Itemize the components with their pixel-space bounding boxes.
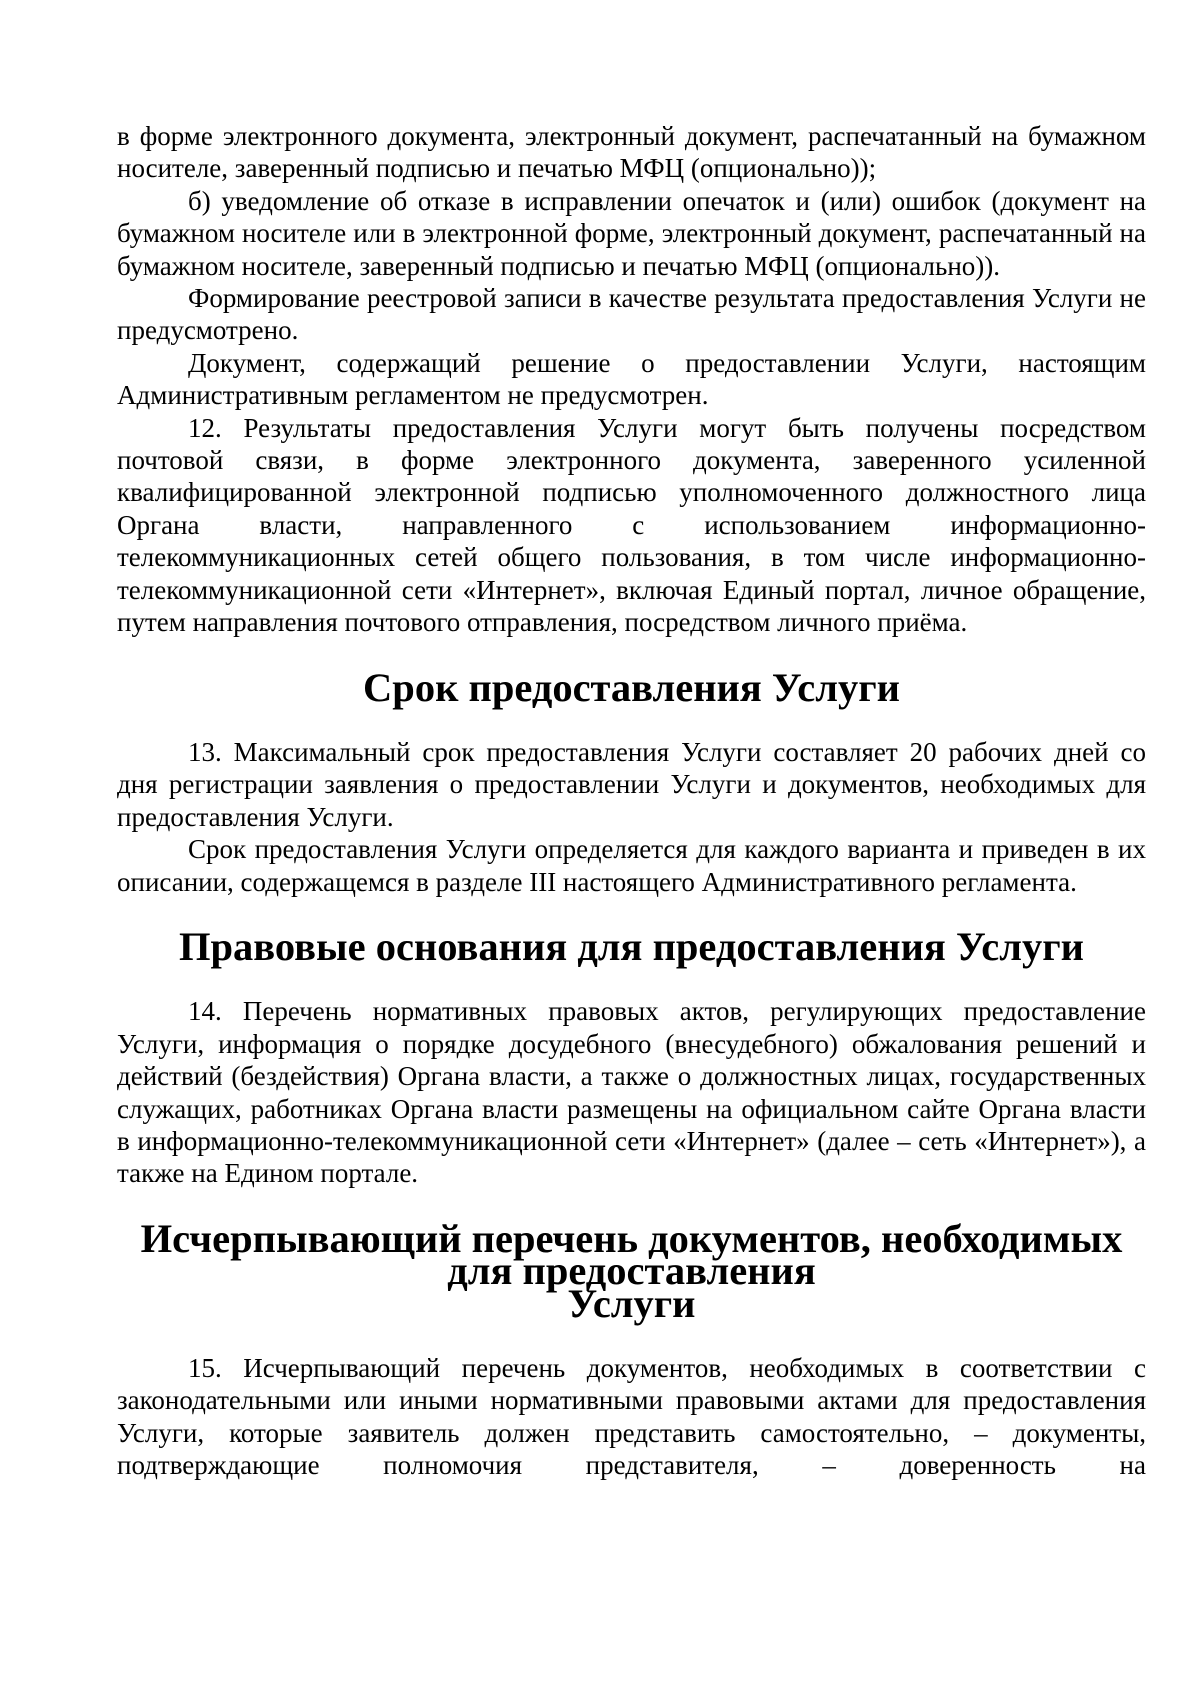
heading-documents-line-1: Исчерпывающий перечень документов, необходимых для предоставления <box>140 1215 1123 1294</box>
paragraph-term-variants: Срок предоставления Услуги определяется для каждого варианта и приведен в их описании, содержащемся в разделе III настоящего Административного регламента. <box>117 834 1146 897</box>
heading-legal-basis: Правовые основания для предоставления Услуги <box>178 923 1084 969</box>
paragraph-item-b: б) уведомление об отказе в исправлении опечаток и (или) ошибок (документ на бумажном носителе или в электронной форме, электронный документ, распечатанный на бумажном носителе, заверенный подписью и печатью МФЦ (опционально)). <box>117 185 1146 281</box>
heading-documents-line-2: Услуги <box>567 1280 696 1326</box>
heading-term: Срок предоставления Услуги <box>363 664 900 710</box>
paragraph-registry-record: Формирование реестровой записи в качестве результата предоставления Услуги не предусмотрено. <box>117 283 1146 346</box>
paragraph-13: 13. Максимальный срок предоставления Услуги составляет 20 рабочих дней со дня регистрации заявления о предоставлении Услуги и документов, необходимых для предоставления Услуги. <box>117 736 1146 832</box>
paragraph-decision-document: Документ, содержащий решение о предоставлении Услуги, настоящим Административным регламентом не предусмотрен. <box>117 347 1146 411</box>
heading-documents-list <box>117 1215 1146 1326</box>
paragraph-15: 15. Исчерпывающий перечень документов, необходимых в соответствии с законодательными или иными нормативными правовыми актами для предоставления Услуги, которые заявитель должен представить самостоятельно, – документы, подтверждающие полномочия представителя, – доверенность на <box>117 1353 1146 1481</box>
paragraph-continuation: в форме электронного документа, электронный документ, распечатанный на бумажном носителе, заверенный подписью и печатью МФЦ (опционально)); <box>117 121 1146 184</box>
document-body <box>117 120 1146 1482</box>
paragraph-12: 12. Результаты предоставления Услуги могут быть получены посредством почтовой связи, в форме электронного документа, заверенного усиленной квалифицированной электронной подписью уполномоченного должностного лица Органа власти, направленного с использованием информационно-телекоммуникационных сетей общего пользования, в том числе информационно-телекоммуникационной сети «Интернет», включая Единый портал, личное обращение, путем направления почтового отправления, посредством личного приёма. <box>117 412 1146 638</box>
paragraph-14: 14. Перечень нормативных правовых актов, регулирующих предоставление Услуги, информация о порядке досудебного (внесудебного) обжалования решений и действий (бездействия) Органа власти, а также о должностных лицах, государственных служащих, работниках Органа власти размещены на официальном сайте Органа власти в информационно-телекоммуникационной сети «Интернет» (далее – сеть «Интернет»), а также на Едином портале. <box>117 996 1146 1189</box>
